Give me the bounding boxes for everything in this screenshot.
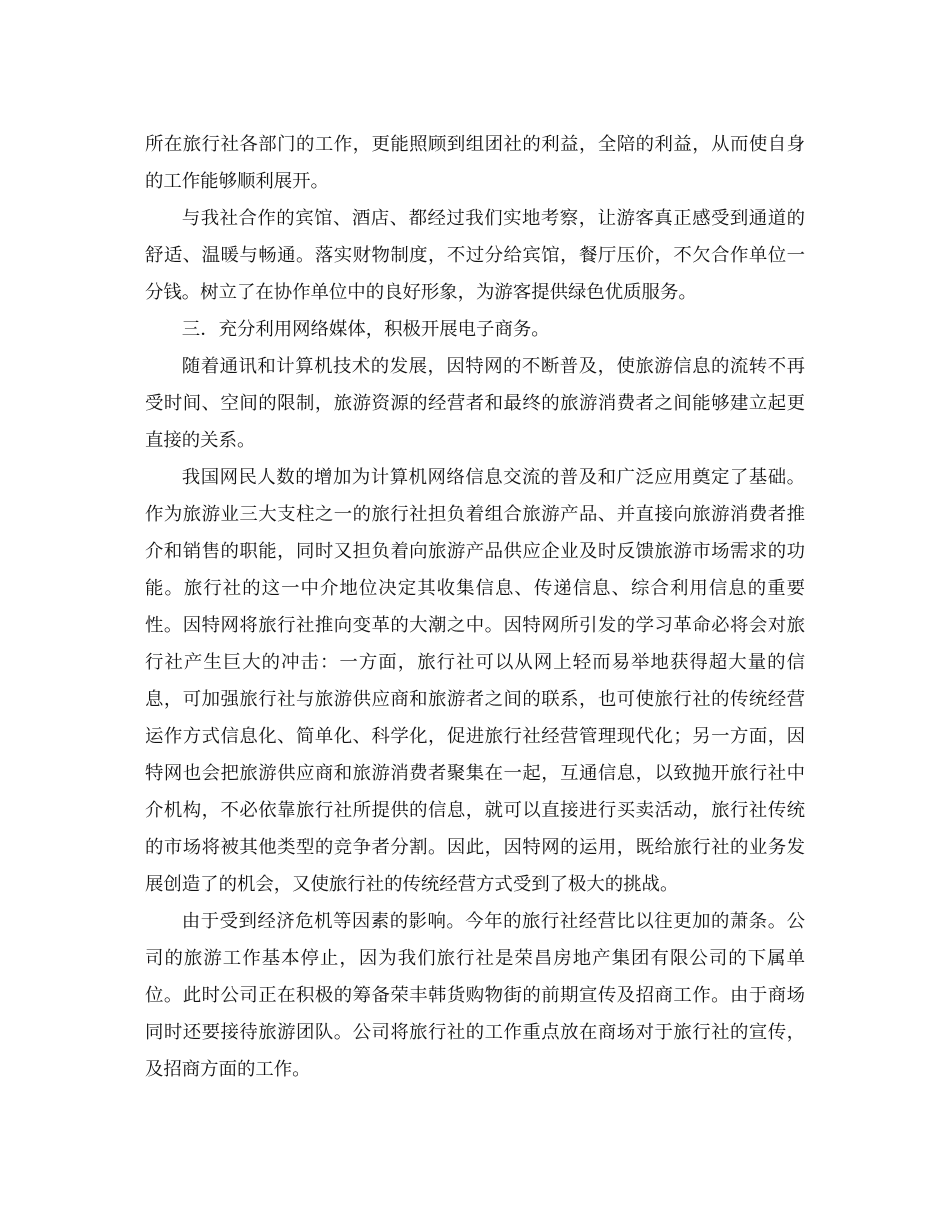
paragraph-internet-development: 随着通讯和计算机技术的发展，因特网的不断普及，使旅游信息的流转不再受时间、空间的限制，旅游资源的经营者和最终的旅游消费者之间能够建立起更直接的关系。 [145,356,805,451]
document-body [145,126,805,1088]
paragraph-economic-crisis: 由于受到经济危机等因素的影响。今年的旅行社经营比以往更加的萧条。公司的旅游工作基本停止，因为我们旅行社是荣昌房地产集团有限公司的下属单位。此时公司正在积极的筹备荣丰韩货购物街的前期宣传及招商工作。由于商场同时还要接待旅游团队。公司将旅行社的工作重点放在商场对于旅行社的宣传，及招商方面的工作。 [145,911,805,1080]
paragraph-continuation: 所在旅行社各部门的工作，更能照顾到组团社的利益，全陪的利益，从而使自身的工作能够顺利展开。 [145,134,805,192]
section-heading-ecommerce: 三．充分利用网络媒体，积极开展电子商务。 [181,319,550,340]
paragraph-internet-impact: 我国网民人数的增加为计算机网络信息交流的普及和广泛应用奠定了基础。作为旅游业三大支柱之一的旅行社担负着组合旅游产品、并直接向旅游消费者推介和销售的职能，同时又担负着向旅游产品供应企业及时反馈旅游市场需求的功能。旅行社的这一中介地位决定其收集信息、传递信息、综合利用信息的重要性。因特网将旅行社推向变革的大潮之中。因特网所引发的学习革命必将会对旅行社产生巨大的冲击：一方面，旅行社可以从网上轻而易举地获得超大量的信息，可加强旅行社与旅游供应商和旅游者之间的联系，也可使旅行社的传统经营运作方式信息化、简单化、科学化，促进旅行社经营管理现代化；另一方面，因特网也会把旅游供应商和旅游消费者聚集在一起，互通信息，以致抛开旅行社中介机构，不必依靠旅行社所提供的信息，就可以直接进行买卖活动，旅行社传统的市场将被其他类型的竞争者分割。因此，因特网的运用，既给旅行社的业务发展创造了的机会，又使旅行社的传统经营方式受到了极大的挑战。 [145,467,805,895]
paragraph-partners: 与我社合作的宾馆、酒店、都经过我们实地考察，让游客真正感受到通道的舒适、温暖与畅通。落实财物制度，不过分给宾馆，餐厅压价，不欠合作单位一分钱。树立了在协作单位中的良好形象，为游客提供绿色优质服务。 [145,208,805,303]
